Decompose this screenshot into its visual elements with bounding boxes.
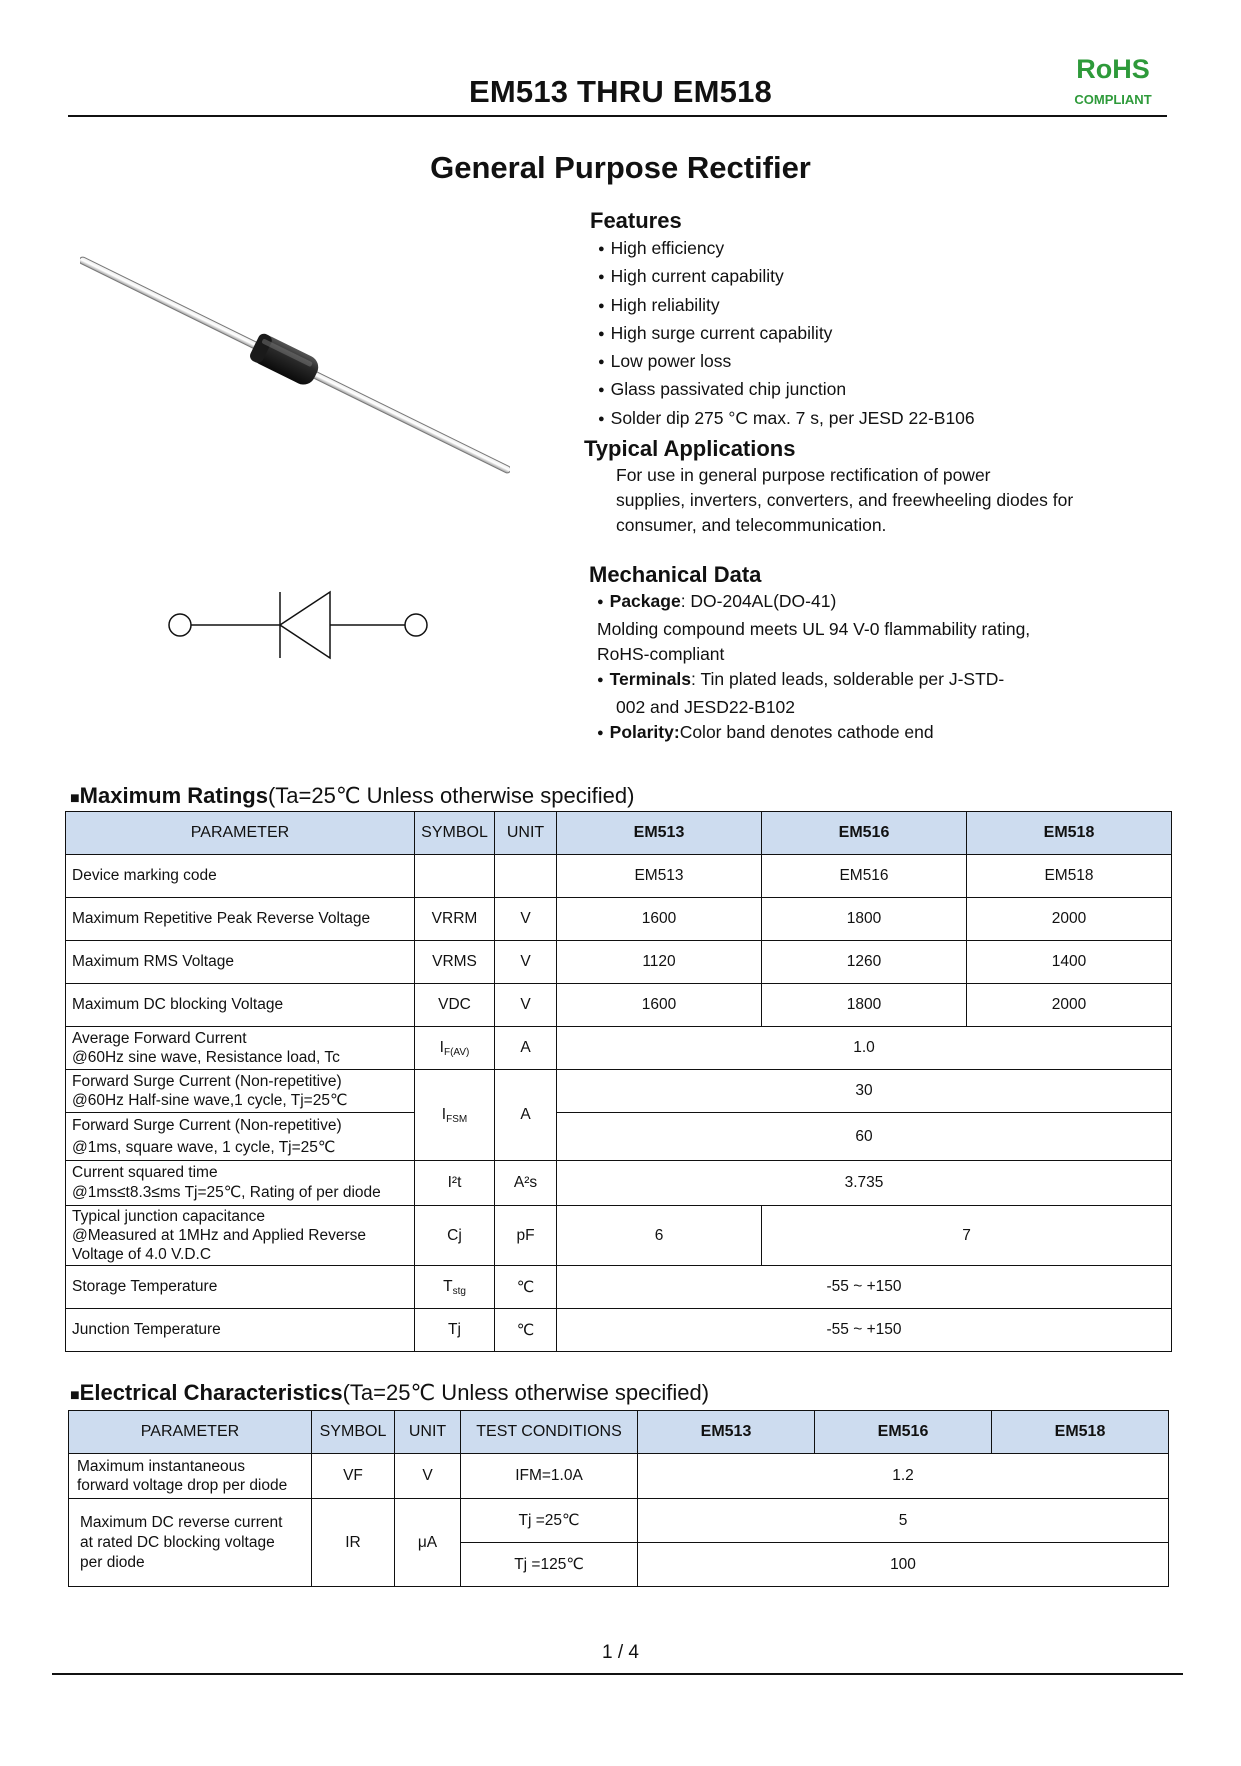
symbol-main: V bbox=[431, 910, 443, 927]
table-row bbox=[66, 941, 1172, 984]
condition-cell: Tj =125℃ bbox=[461, 1543, 638, 1587]
mechanical-terminals-2: 002 and JESD22-B102 bbox=[616, 697, 796, 717]
polarity-value: Color band denotes cathode end bbox=[679, 722, 934, 742]
symbol-main: T bbox=[443, 1277, 453, 1295]
param-line: at rated DC blocking voltage bbox=[80, 1533, 275, 1551]
value-cell: 1260 bbox=[762, 941, 967, 984]
list-item: ● High surge current capability bbox=[598, 321, 975, 349]
symbol-subscript: F(AV) bbox=[443, 1046, 470, 1058]
applications-text bbox=[616, 463, 1073, 538]
param-line: @1ms≤t8.3≤ms Tj=25℃, Rating of per diode bbox=[72, 1184, 381, 1201]
features-heading: Features bbox=[590, 208, 682, 233]
symbol-subscript: FSM bbox=[446, 1113, 468, 1125]
package-value: : DO-204AL(DO-41) bbox=[680, 591, 837, 611]
table-header-row bbox=[66, 812, 1172, 855]
value-cell: 7 bbox=[762, 1206, 1172, 1266]
value-cell: 60 bbox=[557, 1113, 1172, 1161]
table-row bbox=[66, 1070, 1172, 1113]
value-cell: 6 bbox=[557, 1206, 762, 1266]
symbol-cell bbox=[415, 898, 495, 941]
symbol-main: V bbox=[432, 953, 443, 970]
param-line: Forward Surge Current (Non-repetitive) bbox=[72, 1116, 342, 1134]
value-cell: 30 bbox=[557, 1070, 1172, 1113]
symbol-main: I bbox=[441, 1105, 447, 1123]
table-header-row bbox=[69, 1411, 1169, 1454]
mechanical-terminals bbox=[597, 667, 1030, 695]
list-item: ● High current capability bbox=[598, 264, 975, 292]
value-cell: 5 bbox=[638, 1499, 1169, 1543]
diode-schematic-symbol bbox=[160, 580, 430, 670]
list-item: ● Glass passivated chip junction bbox=[598, 377, 975, 405]
table-row bbox=[66, 1266, 1172, 1309]
symbol-cell bbox=[415, 984, 495, 1027]
max-ratings-title bbox=[70, 783, 634, 809]
unit-cell: μA bbox=[395, 1499, 461, 1587]
diode-package-illustration bbox=[80, 240, 510, 500]
symbol-subscript: DC bbox=[448, 996, 471, 1013]
symbol-main: V bbox=[438, 996, 449, 1013]
param-cell: Maximum Repetitive Peak Reverse Voltage bbox=[66, 898, 415, 941]
unit-cell: A bbox=[495, 1027, 557, 1070]
symbol-cell: VF bbox=[312, 1454, 395, 1499]
header-em513: EM513 bbox=[638, 1411, 815, 1454]
symbol-cell bbox=[415, 1266, 495, 1309]
bullet-icon: ● bbox=[597, 674, 604, 686]
polarity-label: Polarity: bbox=[609, 722, 680, 742]
condition-cell: IFM=1.0A bbox=[461, 1454, 638, 1499]
value-cell: 1.0 bbox=[557, 1027, 1172, 1070]
unit-cell: V bbox=[495, 984, 557, 1027]
terminals-value: : Tin plated leads, solderable per J-STD- bbox=[691, 669, 1005, 689]
symbol-cell bbox=[415, 941, 495, 984]
table-row bbox=[66, 1161, 1172, 1206]
table-row bbox=[66, 1113, 1172, 1161]
unit-cell: A bbox=[495, 1070, 557, 1161]
mechanical-package bbox=[597, 589, 1030, 617]
mechanical-heading: Mechanical Data bbox=[589, 562, 762, 587]
package-label: Package bbox=[609, 591, 681, 611]
param-line: forward voltage drop per diode bbox=[77, 1477, 288, 1494]
symbol-subscript: stg bbox=[452, 1285, 466, 1297]
value-cell: -55 ~ +150 bbox=[557, 1266, 1172, 1309]
symbol-cell: Cj bbox=[415, 1206, 495, 1266]
param-cell: Storage Temperature bbox=[66, 1266, 415, 1309]
max-ratings-table bbox=[65, 811, 1172, 1352]
unit-cell bbox=[495, 855, 557, 898]
mechanical-text bbox=[597, 589, 1030, 748]
param-cell bbox=[66, 1027, 415, 1070]
header-em518: EM518 bbox=[992, 1411, 1169, 1454]
rohs-badge bbox=[1058, 54, 1168, 107]
value-cell: 1800 bbox=[762, 898, 967, 941]
param-line: Current squared time bbox=[72, 1164, 218, 1181]
param-line: Forward Surge Current (Non-repetitive) bbox=[72, 1073, 342, 1090]
header-unit: UNIT bbox=[495, 812, 557, 855]
applications-line: consumer, and telecommunication. bbox=[616, 515, 887, 535]
param-line: @1ms, square wave, 1 cycle, Tj=25℃ bbox=[72, 1138, 336, 1156]
list-item: ● High efficiency bbox=[598, 236, 975, 264]
header-test-conditions: TEST CONDITIONS bbox=[461, 1411, 638, 1454]
value-cell: 100 bbox=[638, 1543, 1169, 1587]
param-line: Maximum DC reverse current bbox=[80, 1513, 283, 1531]
header-em516: EM516 bbox=[815, 1411, 992, 1454]
square-bullet-icon: ■ bbox=[70, 1387, 80, 1404]
table-row bbox=[69, 1499, 1169, 1543]
param-line: Average Forward Current bbox=[72, 1030, 247, 1047]
value-cell: 1400 bbox=[967, 941, 1172, 984]
list-item: ● High reliability bbox=[598, 293, 975, 321]
symbol-cell bbox=[415, 1070, 495, 1161]
unit-cell: V bbox=[495, 898, 557, 941]
value-cell: EM516 bbox=[762, 855, 967, 898]
symbol-cell: Tj bbox=[415, 1309, 495, 1352]
value-cell: 2000 bbox=[967, 898, 1172, 941]
header-unit: UNIT bbox=[395, 1411, 461, 1454]
param-line: @60Hz sine wave, Resistance load, Tc bbox=[72, 1049, 340, 1066]
unit-cell: ℃ bbox=[495, 1266, 557, 1309]
mechanical-molding-2: RoHS-compliant bbox=[597, 644, 725, 664]
value-cell: 3.735 bbox=[557, 1161, 1172, 1206]
param-cell bbox=[69, 1499, 312, 1587]
value-cell: 1600 bbox=[557, 984, 762, 1027]
param-cell: Device marking code bbox=[66, 855, 415, 898]
param-cell: Junction Temperature bbox=[66, 1309, 415, 1352]
applications-line: supplies, inverters, converters, and freewheeling diodes for bbox=[616, 490, 1074, 510]
list-item: ● Solder dip 275 °C max. 7 s, per JESD 22-B106 bbox=[598, 406, 975, 434]
table-row bbox=[66, 1309, 1172, 1352]
elec-chars-title-bold: Electrical Characteristics bbox=[79, 1380, 343, 1405]
table-row bbox=[69, 1454, 1169, 1499]
header-symbol: SYMBOL bbox=[312, 1411, 395, 1454]
elec-chars-title bbox=[70, 1380, 709, 1406]
value-cell: 1600 bbox=[557, 898, 762, 941]
param-cell: Maximum DC blocking Voltage bbox=[66, 984, 415, 1027]
condition-cell: Tj =25℃ bbox=[461, 1499, 638, 1543]
symbol-cell bbox=[415, 1027, 495, 1070]
table-row bbox=[66, 1027, 1172, 1070]
value-cell: -55 ~ +150 bbox=[557, 1309, 1172, 1352]
mechanical-molding-1: Molding compound meets UL 94 V-0 flammability rating, bbox=[597, 619, 1031, 639]
footer-rule bbox=[52, 1673, 1183, 1675]
param-line: @60Hz Half-sine wave,1 cycle, Tj=25℃ bbox=[72, 1092, 348, 1109]
mechanical-polarity bbox=[597, 720, 1030, 748]
param-line: Voltage of 4.0 V.D.C bbox=[72, 1246, 212, 1263]
square-bullet-icon: ■ bbox=[70, 790, 80, 807]
header-em516: EM516 bbox=[762, 812, 967, 855]
main-title: General Purpose Rectifier bbox=[430, 150, 811, 185]
value-cell: EM518 bbox=[967, 855, 1172, 898]
header-em518: EM518 bbox=[967, 812, 1172, 855]
elec-chars-title-rest: (Ta=25℃ Unless otherwise specified) bbox=[342, 1380, 710, 1405]
symbol-cell bbox=[415, 855, 495, 898]
param-line: per diode bbox=[80, 1553, 145, 1571]
unit-cell: V bbox=[495, 941, 557, 984]
max-ratings-title-bold: Maximum Ratings bbox=[79, 783, 268, 808]
elec-chars-table bbox=[68, 1410, 1169, 1587]
value-cell: 1120 bbox=[557, 941, 762, 984]
param-cell bbox=[66, 1161, 415, 1206]
rohs-sub-text: COMPLIANT bbox=[1074, 92, 1152, 107]
header-rule bbox=[68, 115, 1167, 117]
param-line: @Measured at 1MHz and Applied Reverse bbox=[72, 1227, 367, 1244]
features-list bbox=[598, 236, 975, 434]
symbol-main: I bbox=[439, 1038, 444, 1056]
symbol-cell: IR bbox=[312, 1499, 395, 1587]
max-ratings-title-rest: (Ta=25℃ Unless otherwise specified) bbox=[267, 783, 635, 808]
header-symbol: SYMBOL bbox=[415, 812, 495, 855]
rohs-main-text: RoHS bbox=[1076, 54, 1150, 84]
bullet-icon: ● bbox=[597, 727, 604, 739]
param-line: Typical junction capacitance bbox=[72, 1208, 266, 1225]
document-title: EM513 THRU EM518 bbox=[469, 74, 772, 109]
bullet-icon: ● bbox=[597, 596, 604, 608]
terminals-label: Terminals bbox=[609, 669, 692, 689]
list-item: ● Low power loss bbox=[598, 349, 975, 377]
param-cell bbox=[66, 1070, 415, 1113]
param-cell: Maximum RMS Voltage bbox=[66, 941, 415, 984]
value-cell: 2000 bbox=[967, 984, 1172, 1027]
header-parameter: PARAMETER bbox=[69, 1411, 312, 1454]
symbol-cell: I²t bbox=[415, 1161, 495, 1206]
unit-cell: V bbox=[395, 1454, 461, 1499]
unit-cell: ℃ bbox=[495, 1309, 557, 1352]
unit-cell: pF bbox=[495, 1206, 557, 1266]
page-number: 1 / 4 bbox=[602, 1642, 639, 1663]
table-row bbox=[66, 984, 1172, 1027]
applications-line: For use in general purpose rectification of power bbox=[616, 465, 991, 485]
value-cell: 1800 bbox=[762, 984, 967, 1027]
symbol-subscript: RRM bbox=[442, 910, 478, 927]
param-cell bbox=[66, 1113, 415, 1161]
table-row bbox=[66, 855, 1172, 898]
table-row bbox=[66, 1206, 1172, 1266]
header-parameter: PARAMETER bbox=[66, 812, 415, 855]
param-cell bbox=[69, 1454, 312, 1499]
param-line: Maximum instantaneous bbox=[77, 1458, 245, 1475]
value-cell: EM513 bbox=[557, 855, 762, 898]
applications-heading: Typical Applications bbox=[584, 436, 796, 461]
param-cell bbox=[66, 1206, 415, 1266]
header-em513: EM513 bbox=[557, 812, 762, 855]
table-row bbox=[66, 898, 1172, 941]
unit-cell: A²s bbox=[495, 1161, 557, 1206]
symbol-subscript: RMS bbox=[442, 953, 477, 970]
value-cell: 1.2 bbox=[638, 1454, 1169, 1499]
